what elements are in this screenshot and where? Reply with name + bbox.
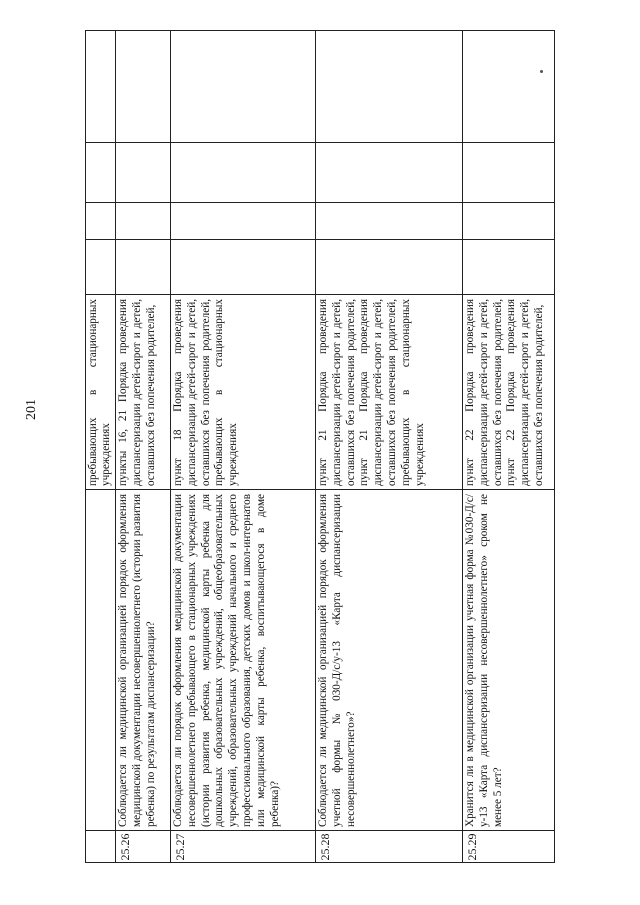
col-divider: [85, 202, 555, 203]
row-question: Хранится ли в медицинской организации учетная форма №030-Д/с/у-13 «Карта диспансеризации несовершеннолетнего» сроком не менее 5 лет?: [464, 494, 504, 827]
row-basis: пункт 18 Порядка проведения диспансеризации детей-сирот и детей, оставшихся без попечения родителей, пребывающих в стационарных учреждениях: [172, 299, 240, 486]
row-question: Соблюдается ли медицинской организацией порядок оформления медицинской документации несовершеннолетнего (истории развития ребенка) по результатам диспансеризации?: [117, 494, 157, 827]
row-question: Соблюдается ли порядок оформления медицинской документации несовершеннолетнего пребывающего в стационарных учреждениях (истории развития ребенка, медицинской карты ребенка для дошкольных образовательных учреждений, общеобразовательных учреждений, образовательных учреждений начального и среднего профессионального образования, детских домов и школ-интернатов или медицинской карты ребенка, воспитывающегося в доме ребенка)?: [172, 494, 281, 827]
col-divider: [85, 239, 555, 240]
page-number: 201: [24, 399, 39, 420]
row-basis: пункт 22 Порядка проведения диспансеризации детей-сирот и детей, оставшихся без попечения родителей, пункт 22 Порядка проведения диспансеризации детей-сирот и детей, оставшихся без попечения родителей,: [464, 299, 545, 486]
row-basis: пункт 21 Порядка проведения диспансеризации детей-сирот и детей, оставшихся без попечения родителей, пункт 21 Порядка проведения диспансеризации детей-сирот и детей, оставшихся без попечения родителей, пребывающих в стационарных учреждениях: [317, 299, 426, 486]
row-number: 25.27: [173, 833, 187, 861]
col-divider: [85, 142, 555, 143]
checklist-table: [85, 30, 555, 863]
row-number: 25.28: [318, 833, 332, 861]
row-number: 25.26: [118, 833, 132, 861]
row-question: Соблюдается ли медицинской организацией порядок оформления учетной формы №030-Д/с/у-13 «Карта диспансеризации несовершеннолетнего»?: [317, 494, 357, 827]
continuation-basis: пребывающих в стационарных учреждениях: [87, 299, 112, 486]
row-number: 25.29: [465, 833, 479, 861]
scan-speck: [540, 70, 543, 73]
row-basis: пункты 16, 21 Порядка проведения диспансеризации детей-сирот и детей, оставшихся без попечения родителей,: [117, 299, 157, 486]
